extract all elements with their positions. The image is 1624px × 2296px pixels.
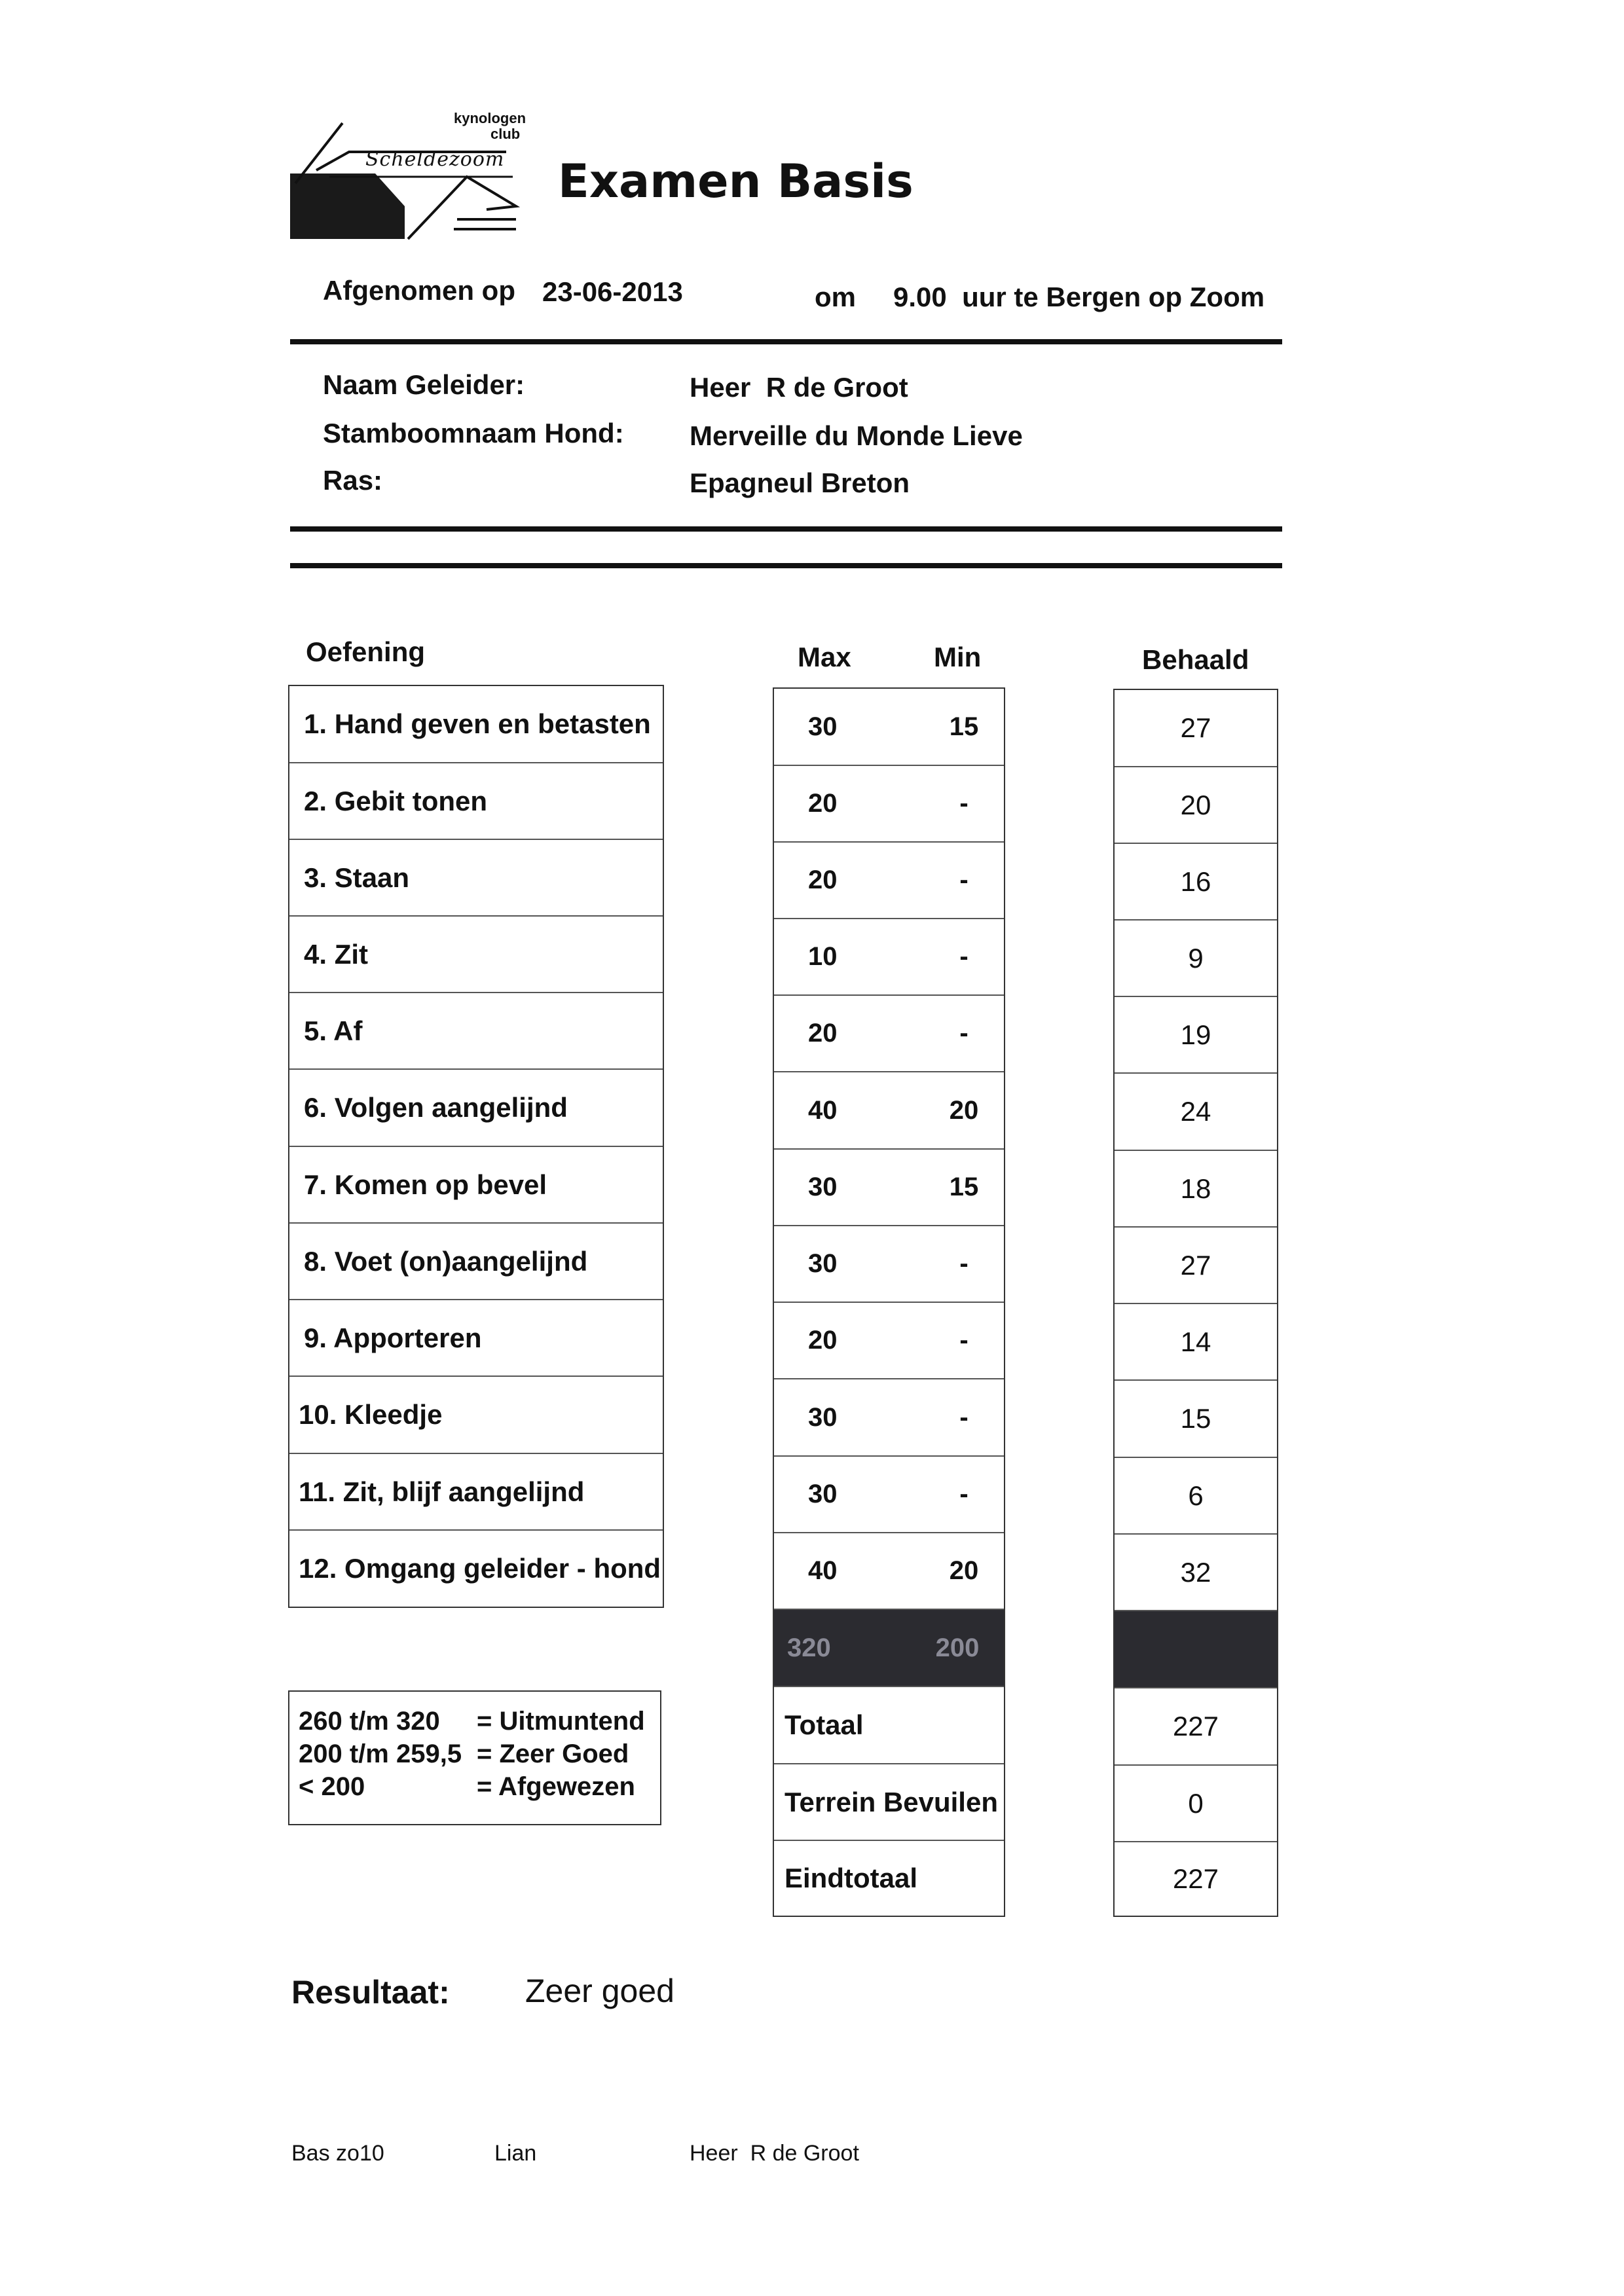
dog-name-label: Stamboomnaam Hond: [323,418,624,448]
exercise-name: 11. Zit, blijf aangelijnd [299,1476,585,1507]
score-value: 19 [1180,1019,1211,1050]
max-min-row [774,1457,1004,1533]
divider-top [290,339,1282,344]
max-min-row [774,689,1004,766]
legend-range: 260 t/m 320 [299,1707,440,1736]
logo-line2: club [490,126,521,142]
exercise-name: 8. Voet (on)aangelijnd [304,1245,588,1277]
min-value: - [959,1326,969,1355]
logo-line1: kynologen [454,110,526,126]
exercise-name: 5. Af [304,1015,363,1046]
score-value: 15 [1180,1403,1211,1434]
score-value: 14 [1180,1326,1211,1357]
max-min-row [774,843,1004,919]
final-total-row [1115,1842,1277,1916]
col-header-min: Min [934,642,982,672]
score-value: 9 [1188,942,1204,974]
score-row [1115,1074,1277,1151]
exercise-name: 1. Hand geven en betasten [304,708,651,739]
legend-label: = Uitmuntend [477,1707,645,1736]
exercise-name: 6. Volgen aangelijnd [304,1092,568,1123]
legend-label: = Zeer Goed [477,1740,629,1768]
legend-range: 200 t/m 259,5 [299,1740,462,1768]
exercise-name: 10. Kleedje [299,1399,443,1430]
min-value: - [959,1480,969,1508]
min-value: 20 [949,1556,979,1585]
terrain-penalty-row [1115,1766,1277,1842]
max-value: 30 [808,1402,838,1432]
score-row [1115,997,1277,1074]
score-table [1113,689,1278,1917]
min-value: - [959,1019,969,1048]
divider-lower [290,563,1282,568]
max-value: 20 [808,789,838,818]
breed-value: Epagneul Breton [690,467,910,498]
exercise-row [289,686,663,763]
exam-taken-label: Afgenomen op [323,275,515,306]
exercise-name: 7. Komen op bevel [304,1169,547,1200]
exercise-row [289,1377,663,1454]
result-value: Zeer goed [525,1973,674,2009]
score-value: 27 [1180,712,1211,743]
breed-label: Ras: [323,465,383,496]
grading-legend [288,1690,661,1825]
min-value: - [959,1402,969,1432]
max-value: 40 [808,1556,838,1585]
max-value: 10 [808,942,838,971]
exercise-name: 4. Zit [304,938,369,970]
min-value: - [959,942,969,971]
score-row [1115,1535,1277,1611]
col-header-exercise: Oefening [306,636,426,667]
legend-range: < 200 [299,1772,365,1801]
score-row [1115,1304,1277,1381]
max-value: 30 [808,1173,838,1201]
score-value: 27 [1180,1249,1211,1281]
footer-handler: Heer R de Groot [690,2141,859,2166]
score-row [1115,920,1277,997]
legend-label: = Afgewezen [477,1772,635,1801]
sum-min-value: 200 [935,1633,980,1662]
exercise-row [289,763,663,840]
dog-name-value: Merveille du Monde Lieve [690,420,1023,451]
footer-code: Bas zo10 [291,2141,384,2166]
max-value: 30 [808,712,838,741]
max-value: 20 [808,866,838,894]
score-row [1115,1381,1277,1458]
totals-row [774,1841,1004,1916]
max-min-sum-row [774,1610,1004,1687]
totals-label: Totaal [784,1709,864,1740]
max-min-row [774,1303,1004,1379]
score-value: 18 [1180,1173,1211,1204]
logo-name: Scheldezoom [365,148,505,171]
max-value: 40 [808,1095,838,1125]
exam-date: 23-06-2013 [542,276,683,307]
max-value: 30 [808,1480,838,1508]
max-value: 20 [808,1019,838,1048]
score-row [1115,767,1277,844]
score-sum-row [1115,1611,1277,1688]
exercise-row [289,1070,663,1147]
score-row [1115,1458,1277,1535]
col-header-max: Max [798,642,851,672]
score-row [1115,844,1277,920]
exam-time-place: 9.00 uur te Bergen op Zoom [893,282,1265,312]
terrain-penalty-value: 0 [1188,1787,1204,1819]
exercise-row [289,1300,663,1377]
min-value: 15 [949,1173,979,1201]
handler-name-value: Heer R de Groot [690,372,908,403]
score-row [1115,1151,1277,1228]
max-min-row [774,1533,1004,1610]
score-row [1115,690,1277,767]
min-value: 20 [949,1095,979,1125]
max-min-row [774,1226,1004,1303]
totals-row [774,1764,1004,1841]
exam-at-label: om [815,282,856,312]
max-min-row [774,766,1004,843]
exercise-name: 3. Staan [304,862,410,893]
score-value: 32 [1180,1556,1211,1588]
score-value: 16 [1180,866,1211,897]
score-value: 24 [1180,1096,1211,1127]
exercise-row [289,993,663,1070]
score-value: 20 [1180,789,1211,820]
divider-middle [290,526,1282,532]
final-total-value: 227 [1172,1863,1219,1894]
sum-max-value: 320 [787,1633,831,1662]
score-value: 6 [1188,1480,1204,1511]
footer-judge: Lian [494,2141,537,2166]
exercise-table [288,685,664,1608]
min-value: - [959,866,969,894]
max-value: 20 [808,1326,838,1355]
max-value: 30 [808,1249,838,1278]
max-min-row [774,1379,1004,1457]
max-min-row [774,996,1004,1072]
exercise-row [289,1147,663,1224]
col-header-score: Behaald [1142,644,1249,675]
max-min-row [774,919,1004,996]
exercise-name: 2. Gebit tonen [304,785,488,816]
exercise-name: 9. Apporteren [304,1322,482,1353]
totals-row [774,1687,1004,1764]
total-score-value: 227 [1172,1711,1219,1741]
max-min-row [774,1072,1004,1150]
min-value: 15 [949,712,979,741]
min-value: - [959,1249,969,1278]
exercise-row [289,917,663,993]
legend-line [299,1770,660,1803]
legend-line [299,1705,660,1738]
exercise-row [289,1454,663,1531]
totals-label: Eindtotaal [784,1863,918,1893]
exercise-row [289,1531,663,1607]
max-min-table [773,687,1005,1917]
exercise-row [289,1224,663,1300]
score-row [1115,1228,1277,1304]
result-label: Resultaat: [291,1974,450,2011]
exercise-row [289,840,663,917]
max-min-row [774,1150,1004,1226]
min-value: - [959,789,969,818]
totals-label: Terrein Bevuilen [784,1786,998,1817]
legend-line [299,1738,660,1770]
handler-name-label: Naam Geleider: [323,369,525,400]
total-score-row [1115,1688,1277,1766]
page-title: Examen Basis [558,155,913,208]
exercise-name: 12. Omgang geleider - hond [299,1553,661,1584]
club-logo [290,105,539,242]
